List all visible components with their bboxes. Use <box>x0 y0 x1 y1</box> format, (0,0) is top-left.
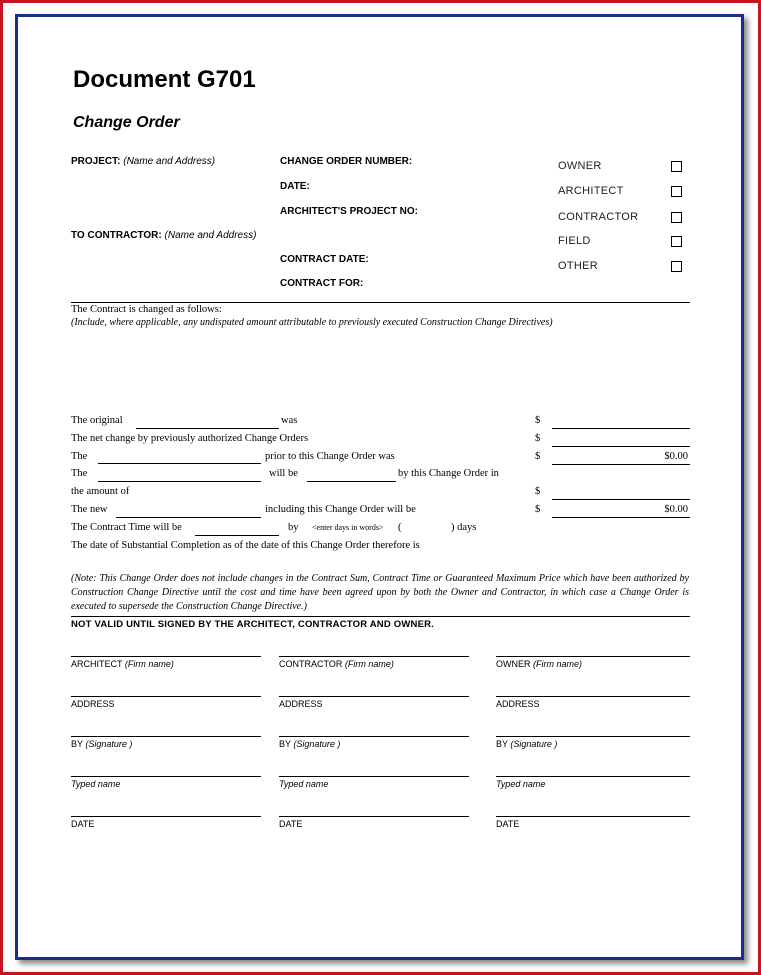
sum-line4-label: The <box>71 468 88 479</box>
change-direction-blank[interactable] <box>307 481 396 482</box>
sum-line5-label: the amount of <box>71 486 130 497</box>
owner-signature-line[interactable] <box>496 776 690 777</box>
new-amount-value: $0.00 <box>664 504 688 515</box>
contract-for-label: CONTRACT FOR: <box>280 278 364 289</box>
currency-symbol: $ <box>535 433 541 444</box>
architect-signature-line[interactable] <box>71 736 261 737</box>
prior-amount-field[interactable] <box>552 464 690 465</box>
distribution-other-label: OTHER <box>558 260 598 272</box>
net-change-amount-field[interactable] <box>552 446 690 447</box>
owner-signature-line[interactable] <box>496 696 690 697</box>
contractor-firm-label: CONTRACTOR (Firm name) <box>279 659 394 669</box>
field-checkbox[interactable] <box>671 236 682 247</box>
other-checkbox[interactable] <box>671 261 682 272</box>
currency-symbol: $ <box>535 504 541 515</box>
owner-checkbox[interactable] <box>671 161 682 172</box>
prior-amount-value: $0.00 <box>664 451 688 462</box>
changes-intro: The Contract is changed as follows: <box>71 304 222 315</box>
contractor-signature-line[interactable] <box>279 736 469 737</box>
new-amount-field[interactable] <box>552 517 690 518</box>
distribution-contractor-label: CONTRACTOR <box>558 211 639 223</box>
line6-blank[interactable] <box>116 517 261 518</box>
sum-line2-label: The net change by previously authorized Change Orders <box>71 433 309 444</box>
owner-typed-name-label: Typed name <box>496 779 546 789</box>
to-contractor-label: TO CONTRACTOR: (Name and Address) <box>71 230 257 241</box>
sum-line7-by: by <box>288 522 299 533</box>
contract-time-blank[interactable] <box>195 535 279 536</box>
contractor-typed-name-label: Typed name <box>279 779 329 789</box>
architect-typed-name-label: Typed name <box>71 779 121 789</box>
change-amount-field[interactable] <box>552 499 690 500</box>
contractor-signature-line[interactable] <box>279 656 469 657</box>
currency-symbol: $ <box>535 451 541 462</box>
distribution-field-label: FIELD <box>558 235 591 247</box>
architect-signature-line[interactable] <box>71 816 261 817</box>
original-blank[interactable] <box>136 428 279 429</box>
contractor-date-label: DATE <box>279 819 303 829</box>
currency-symbol: $ <box>535 415 541 426</box>
original-amount-field[interactable] <box>552 428 690 429</box>
architect-address-label: ADDRESS <box>71 699 115 709</box>
project-hint: (Name and Address) <box>123 156 216 167</box>
line3-blank[interactable] <box>98 463 261 464</box>
contract-date-label: CONTRACT DATE: <box>280 254 369 265</box>
architect-signature-label: BY (Signature ) <box>71 739 133 749</box>
architect-date-label: DATE <box>71 819 95 829</box>
currency-symbol: $ <box>535 486 541 497</box>
sum-line4-text: by this Change Order in <box>398 468 499 479</box>
contractor-signature-line[interactable] <box>279 696 469 697</box>
sum-line3-label: The <box>71 451 88 462</box>
architect-firm-label: ARCHITECT (Firm name) <box>71 659 174 669</box>
project-label: PROJECT: (Name and Address) <box>71 156 216 167</box>
to-contractor-hint: (Name and Address) <box>164 230 257 241</box>
architect-signature-line[interactable] <box>71 696 261 697</box>
owner-firm-label: OWNER (Firm name) <box>496 659 582 669</box>
sum-line6-label: The new <box>71 504 108 515</box>
note-divider <box>71 616 690 617</box>
sum-line7-label: The Contract Time will be <box>71 522 182 533</box>
owner-signature-line[interactable] <box>496 816 690 817</box>
not-valid-notice: NOT VALID UNTIL SIGNED BY THE ARCHITECT, CONTRACTOR AND OWNER. <box>71 619 435 630</box>
sum-line1-label: The original <box>71 415 123 426</box>
architect-signature-line[interactable] <box>71 776 261 777</box>
contractor-checkbox[interactable] <box>671 212 682 223</box>
header-divider <box>71 302 690 303</box>
sum-line6-text: including this Change Order will be <box>265 504 416 515</box>
document-title: Document G701 <box>73 66 256 93</box>
architects-project-no-label: ARCHITECT'S PROJECT NO: <box>280 206 418 217</box>
changes-note: (Include, where applicable, any undisputed amount attributable to previously executed Construction Change Directives) <box>71 317 553 328</box>
distribution-owner-label: OWNER <box>558 160 602 172</box>
sum-line8-label: The date of Substantial Completion as of the date of this Change Order therefore is <box>71 540 420 551</box>
legal-note: (Note: This Change Order does not include changes in the Contract Sum, Contract Time or Guaranteed Maximum Price which have been authorized by Construction Change Directive until the cost and time have been agreed upon by both the Owner and Contractor, in which case a Change Order is executed to supersede the Construction Change Directive.) <box>71 573 689 612</box>
architect-signature-line[interactable] <box>71 656 261 657</box>
sum-line1-was: was <box>281 415 298 426</box>
line4-blank[interactable] <box>98 481 261 482</box>
owner-signature-line[interactable] <box>496 736 690 737</box>
days-close-paren: ) days <box>451 522 477 533</box>
sum-line4-willbe: will be <box>269 468 298 479</box>
sum-line3-text: prior to this Change Order was <box>265 451 395 462</box>
contractor-address-label: ADDRESS <box>279 699 323 709</box>
contractor-signature-label: BY (Signature ) <box>279 739 341 749</box>
contractor-signature-line[interactable] <box>279 816 469 817</box>
owner-date-label: DATE <box>496 819 520 829</box>
change-order-number-label: CHANGE ORDER NUMBER: <box>280 156 413 167</box>
document-subtitle: Change Order <box>73 114 180 131</box>
days-words-placeholder[interactable]: <enter days in words> <box>312 523 384 532</box>
contractor-signature-line[interactable] <box>279 776 469 777</box>
distribution-architect-label: ARCHITECT <box>558 185 624 197</box>
days-open-paren: ( <box>398 522 402 533</box>
owner-address-label: ADDRESS <box>496 699 540 709</box>
owner-signature-line[interactable] <box>496 656 690 657</box>
architect-checkbox[interactable] <box>671 186 682 197</box>
owner-signature-label: BY (Signature ) <box>496 739 558 749</box>
date-label: DATE: <box>280 181 310 192</box>
